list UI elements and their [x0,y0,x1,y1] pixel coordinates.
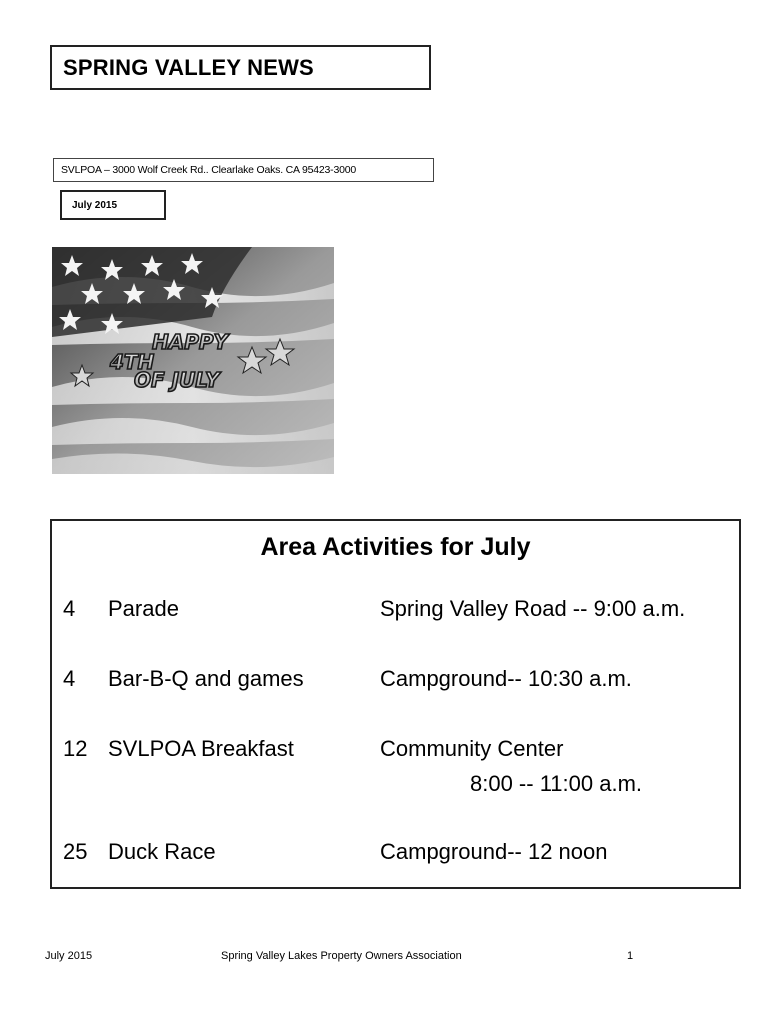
activity-location: Campground-- 10:30 a.m. [380,666,632,691]
activity-time: 8:00 -- 11:00 a.m. [470,771,643,796]
activities-title: Area Activities for July [260,533,531,561]
activity-location: Campground-- 12 noon [380,839,608,864]
issue-date: July 2015 [60,190,166,220]
activity-name: Parade [108,596,179,621]
activity-day: 4 [63,596,76,621]
banner-text-4th: 4TH [110,350,155,374]
footer-date: July 2015 [45,950,93,962]
activity-name: SVLPOA Breakfast [108,736,294,761]
banner-text-happy: HAPPY [152,330,229,354]
newsletter-title: SPRING VALLEY NEWS [50,45,431,90]
activity-day: 12 [63,736,88,761]
footer-page-number: 1 [627,950,634,962]
activity-name: Bar-B-Q and games [108,666,304,691]
activity-name: Duck Race [108,839,216,864]
activity-location: Community Center [380,736,564,761]
activity-day: 25 [63,839,88,864]
activity-row [52,736,739,811]
address-line: SVLPOA – 3000 Wolf Creek Rd.. Clearlake Oaks. CA 95423-3000 [53,158,434,182]
fourth-of-july-flag-image [52,247,334,474]
activity-row [52,666,739,706]
footer-organization: Spring Valley Lakes Property Owners Association [221,950,462,962]
banner-text-of-july: OF JULY [134,368,220,392]
activities-box [50,519,741,889]
activity-location: Spring Valley Road -- 9:00 a.m. [380,596,686,621]
activity-row [52,596,739,636]
activity-day: 4 [63,666,76,691]
activity-row [52,839,739,879]
